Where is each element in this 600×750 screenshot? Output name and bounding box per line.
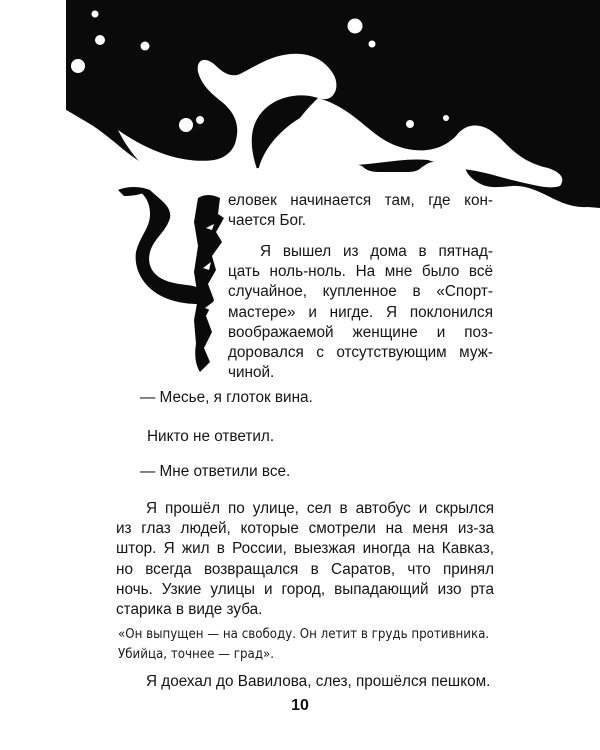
text-line: из глаз людей, которые смотрели на меня из-за	[116, 520, 494, 538]
dialog-line-nobody-answered: Никто не ответил.	[147, 428, 275, 445]
star-dot	[92, 11, 99, 18]
star-dot	[196, 116, 204, 124]
text-line: ночь. Узкие улицы и город, выпадающий изо рта	[116, 580, 494, 598]
text-line: штор. Я жил в России, выезжая иногда на Кавказ,	[116, 540, 494, 558]
star-dot	[443, 115, 449, 121]
text-line: чается Бог.	[228, 212, 307, 230]
text-line: доровался с отсутствующим муж-	[228, 344, 493, 362]
star-dot	[348, 19, 363, 34]
star-dot	[179, 118, 193, 132]
text-line: чиной.	[228, 364, 275, 382]
text-line: но всегда возвращался в Саратов, что принял	[116, 560, 494, 578]
star-dot	[406, 120, 414, 128]
text-line: Я вышел из дома в пятнад-	[260, 243, 493, 260]
page-number: 10	[291, 697, 309, 714]
paragraph-street	[116, 499, 494, 620]
text-line: еловек начинается там, где кон-	[228, 192, 493, 209]
paragraph-opening	[228, 191, 493, 231]
dialog-line-everyone-answered: — Мне ответили все.	[140, 463, 291, 480]
paragraph-leaving-home	[228, 242, 493, 383]
quote-line: Убийца, точнее — град».	[118, 647, 275, 662]
text-line: мастере» и нигде. Я поклонился	[228, 303, 493, 321]
drop-cap-letter	[118, 187, 224, 372]
text-line: Я прошёл по улице, сел в автобус и скрылся	[146, 500, 494, 517]
star-dot	[141, 42, 150, 51]
text-line: воображаемой женщине и поз-	[228, 323, 493, 341]
star-dot	[369, 41, 376, 48]
dialog-line-monsieur: — Месье, я глоток вина.	[140, 389, 313, 406]
quote-line: «Он выпущен — на свободу. Он летит в грудь противника.	[118, 627, 490, 642]
star-dot	[95, 35, 105, 45]
paragraph-vavilov: Я доехал до Вавилова, слез, прошёлся пешком.	[146, 673, 491, 690]
text-line: цать ноль-ноль. На мне было всё	[228, 263, 493, 281]
star-dot	[71, 59, 85, 73]
quote-block	[118, 625, 498, 665]
text-line: случайное, купленное в «Спорт-	[228, 283, 493, 301]
text-line: старика в виде зуба.	[116, 601, 263, 619]
